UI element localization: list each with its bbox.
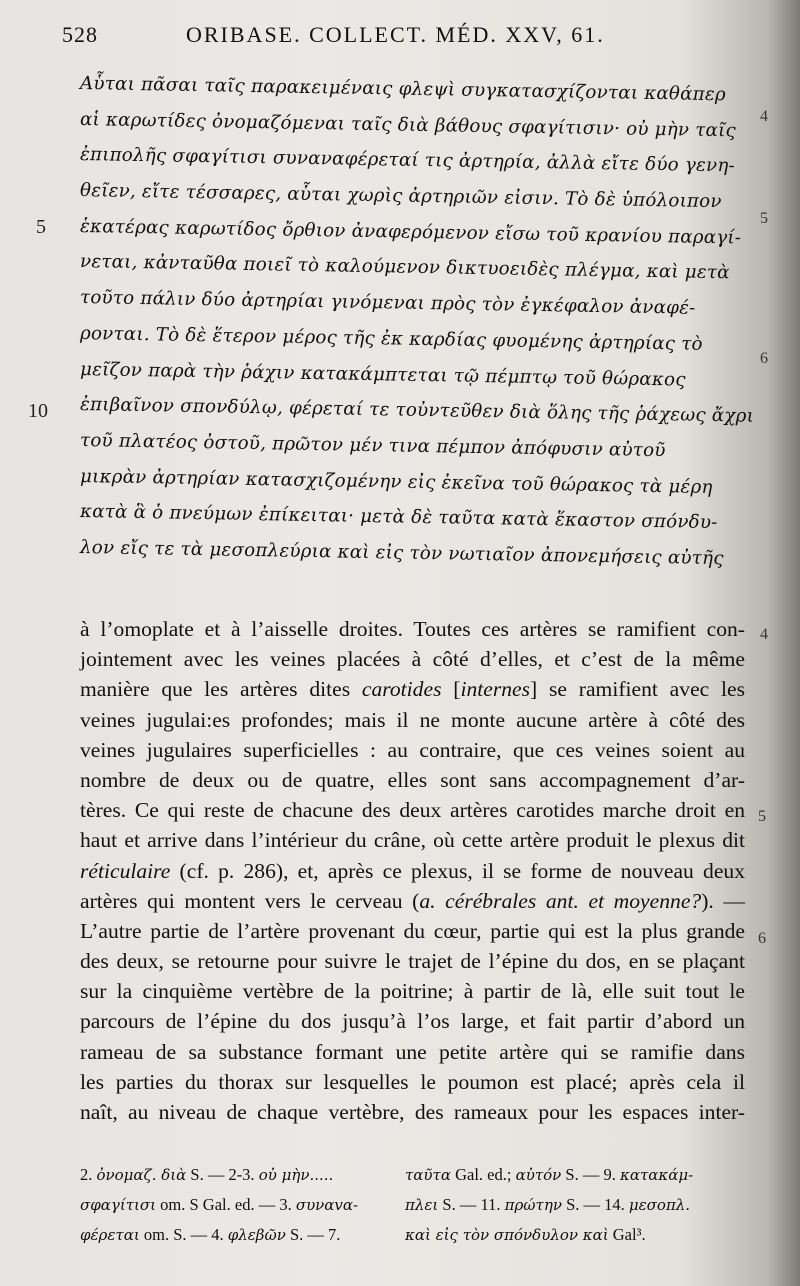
french-line: des deux, se retourne pour suivre le trajet de l’épine du dos, en se plaçant [80, 949, 745, 974]
greek-line: θεῖεν, εἴτε τέσσαρες, αὗται χωρὶς ἀρτηριῶν εἰσιν. Τὸ δὲ ὑπόλοιπον [80, 180, 722, 213]
greek-line: ἐπιβαῖνον σπονδύλῳ, φέρεταί τε τοὐντεῦθεν διὰ ὅλης τῆς ῥάχεως ἄχρι [80, 394, 754, 427]
footnote-line: σφαγίτισι om. S Gal. ed. — 3. συναvα- [80, 1195, 359, 1214]
french-line: haut et arrive dans l’intérieur du crâne, où cette artère produit le plexus dit [80, 828, 745, 853]
greek-line: ρονται. Τὸ δὲ ἕτερον μέρος τῆς ἐκ καρδίας φυομένης ἀρτηρίας τὸ [80, 322, 703, 355]
margin-number-4: 4 [760, 626, 768, 643]
french-line: naît, au niveau de chaque vertèbre, des rameaux pour les espaces inter- [80, 1100, 745, 1124]
margin-number-4: 4 [760, 108, 768, 125]
french-line: parcours de l’épine du dos jusqu’à l’os large, et fait partir d’abord un [80, 1009, 745, 1034]
line-number-5: 5 [36, 216, 46, 238]
page-number: 528 [62, 22, 98, 47]
french-line: manière que les artères dites carotides [internes] se ramifient avec les [80, 677, 745, 702]
french-line: les parties du thorax sur lesquelles le poumon est placé; après cela il [80, 1069, 745, 1094]
greek-line: Αὗται πᾶσαι ταῖς παρακειμέναις φλεψὶ συγκατασχίζονται καθάπερ [80, 73, 726, 106]
greek-line: μικρὰν ἀρτηρίαν κατασχιζομένην εἰς ἐκεῖνα τοῦ θώρακος τὰ μέρη [80, 465, 713, 498]
french-line: rameau de sa substance formant une petite artère qui se ramifie dans [80, 1039, 745, 1064]
french-line: réticulaire (cf. p. 286), et, après ce plexus, il se forme de nouveau deux [80, 858, 745, 883]
greek-line: κατὰ ἃ ὁ πνεύμων ἐπίκειται· μετὰ δὲ ταῦτα κατὰ ἕκαστον σπόνδυ- [80, 501, 718, 534]
french-line: artères qui montent vers le cerveau (a. cérébrales ant. et moyenne?). — [80, 888, 745, 913]
margin-number-5: 5 [760, 210, 768, 227]
margin-number-6: 6 [758, 930, 766, 947]
french-line: tères. Ce qui reste de chacune des deux artères carotides marche droit en [80, 798, 745, 823]
running-header [62, 22, 662, 52]
footnote-column-right [405, 1160, 765, 1250]
greek-line: ἐπιπολῆς σφαγίτισι συναναφέρεταί τις ἀρτηρία, ἀλλὰ εἴτε δύο γενη- [80, 144, 735, 177]
greek-line: τοῦτο πάλιν δύο ἀρτηρίαι γινόμεναι πρὸς τὸν ἐγκέφαλον ἀναφέ- [80, 287, 696, 319]
footnote-column-left [80, 1160, 390, 1250]
greek-line: αἱ καρωτίδες ὀνομαζόμεναι ταῖς διὰ βάθους σφαγίτισιν· οὐ μὴν ταῖς [80, 108, 736, 142]
footnote-line: ταῦτα Gal. ed.; αὐτόν S. — 9. κατακάμ- [405, 1165, 694, 1184]
french-line: jointement avec les veines placées à côté d’elles, et c’est de la même [80, 647, 745, 672]
french-line: veines jugulai:es profondes; mais il ne monte aucune artère à côté des [80, 707, 745, 732]
greek-line: τοῦ πλατέος ὀστοῦ, πρῶτον μέν τινα πέμπον ἀπόφυσιν αὐτοῦ [80, 429, 666, 462]
margin-number-5: 5 [758, 808, 766, 825]
running-title: ORIBASE. COLLECT. MÉD. XXV, 61. [186, 22, 605, 47]
greek-line: μεῖζον παρὰ τὴν ῥάχιν κατακάμπτεται τῷ πέμπτῳ τοῦ θώρακος [80, 358, 686, 391]
greek-line: ἑκατέρας καρωτίδος ὄρθιον ἀναφερόμενον εἴσω τοῦ κρανίου παραγί- [80, 215, 742, 249]
footnote-line: φέρεται om. S. — 4. φλεβῶν S. — 7. [80, 1225, 341, 1244]
french-line: L’autre partie de l’artère provenant du cœur, partie qui est la plus grande [80, 918, 745, 943]
greek-line: λον εἴς τε τὰ μεσοπλεύρια καὶ εἰς τὸν νωτιαῖον ἀπονεμήσεις αὐτῆς [80, 536, 724, 570]
french-line: nombre de deux ou de quatre, elles sont sans accompagnement d’ar- [80, 767, 745, 792]
italic-term: réticulaire [80, 858, 171, 883]
margin-number-6: 6 [760, 350, 768, 367]
french-line: sur la cinquième vertèbre de la poitrine; à partir de là, elle suit tout le [80, 979, 745, 1004]
greek-line: νεται, κἀνταῦθα ποιεῖ τὸ καλούμενον δικτυοειδὲς πλέγμα, καὶ μετὰ [80, 251, 730, 284]
footnote-line: 2. ὀνομαζ. διὰ S. — 2-3. οὐ μὴν..... [80, 1165, 334, 1184]
footnote-line: καὶ εἰς τὸν σπόνδυλον καὶ Gal³. [405, 1225, 646, 1244]
italic-term: a. cérébrales ant. et moyenne? [419, 888, 702, 913]
french-line: veines jugulaires superficielles : au contraire, que ces veines soient au [80, 737, 745, 762]
french-translation-block [80, 614, 745, 1127]
line-number-10: 10 [28, 400, 48, 422]
italic-term: carotides [361, 677, 442, 702]
french-line: à l’omoplate et à l’aisselle droites. Toutes ces artères se ramifient con- [80, 617, 745, 641]
italic-term: internes [460, 677, 531, 702]
footnote-line: πλει S. — 11. πρώτην S. — 14. μεσοπλ. [405, 1195, 691, 1214]
greek-text-block [80, 66, 770, 578]
